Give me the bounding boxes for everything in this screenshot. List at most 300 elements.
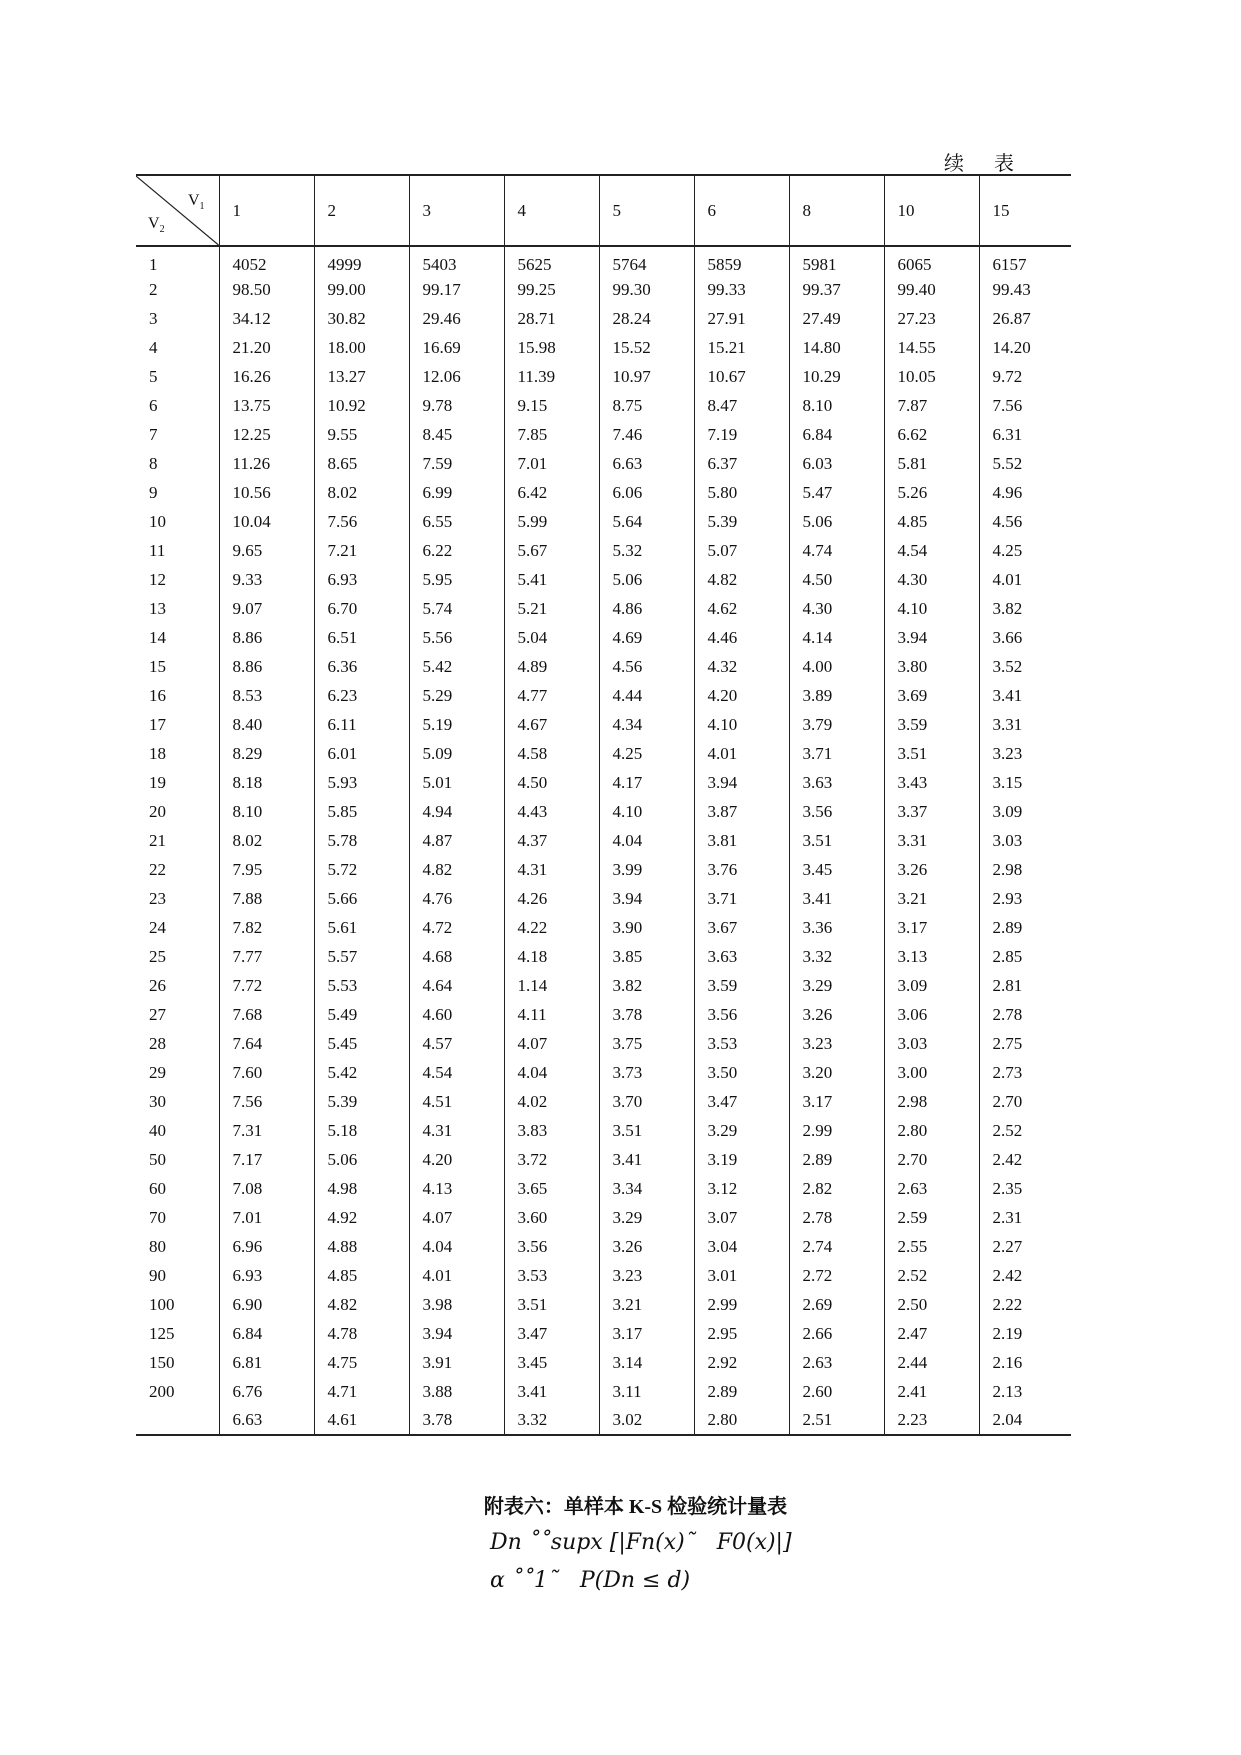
- table-cell: 6.36: [314, 652, 409, 681]
- table-cell: 4.69: [599, 623, 694, 652]
- table-cell: 5.32: [599, 536, 694, 565]
- table-cell: 5.26: [884, 478, 979, 507]
- table-cell: 6.63: [219, 1406, 314, 1435]
- table-cell: 3.41: [504, 1377, 599, 1406]
- col-header-4: 5: [599, 175, 694, 246]
- table-cell: 3.29: [694, 1116, 789, 1145]
- table-row: [136, 333, 1071, 362]
- row-label: 3: [149, 308, 158, 328]
- corner-col-subscript: 1: [199, 201, 205, 213]
- table-cell: 5.49: [314, 1000, 409, 1029]
- table-cell: 6.84: [789, 420, 884, 449]
- table-cell: 4.31: [409, 1116, 504, 1145]
- table-row: [136, 739, 1071, 768]
- table-cell: 3.29: [789, 971, 884, 1000]
- table-row: [136, 1116, 1071, 1145]
- table-cell: 8.86: [219, 652, 314, 681]
- table-cell: 8.02: [219, 826, 314, 855]
- col-header-6: 8: [789, 175, 884, 246]
- table-cell: 2.73: [979, 1058, 1071, 1087]
- table-row: [136, 855, 1071, 884]
- table-cell: 4.00: [789, 652, 884, 681]
- table-cell: 4.94: [409, 797, 504, 826]
- row-label: 24: [149, 917, 166, 937]
- corner-row-subscript: 2: [159, 224, 165, 235]
- table-row: [136, 1174, 1071, 1203]
- table-cell: 2.69: [789, 1290, 884, 1319]
- table-cell: 4.50: [504, 768, 599, 797]
- table-cell: 3.23: [789, 1029, 884, 1058]
- table-row: [136, 971, 1071, 1000]
- table-cell: 27.49: [789, 304, 884, 333]
- table-cell: 3.79: [789, 710, 884, 739]
- table-cell: 3.37: [884, 797, 979, 826]
- table-cell: 2.52: [979, 1116, 1071, 1145]
- table-cell: 4.67: [504, 710, 599, 739]
- table-cell: 5.66: [314, 884, 409, 913]
- table-cell: 4.31: [504, 855, 599, 884]
- table-cell: 4.74: [789, 536, 884, 565]
- table-cell: 3.09: [884, 971, 979, 1000]
- table-cell: 7.19: [694, 420, 789, 449]
- table-cell: 27.91: [694, 304, 789, 333]
- table-cell: 4.89: [504, 652, 599, 681]
- table-cell: 4.96: [979, 478, 1071, 507]
- table-cell: 2.35: [979, 1174, 1071, 1203]
- formula-significance-level: α ˚˚1˜ P(Dn ≤ d): [490, 1568, 691, 1593]
- table-cell: 4.04: [409, 1232, 504, 1261]
- table-cell: 6.63: [599, 449, 694, 478]
- row-label: 23: [149, 888, 166, 908]
- table-cell: 4.44: [599, 681, 694, 710]
- table-cell: 5.41: [504, 565, 599, 594]
- table-cell: 5403: [409, 246, 504, 275]
- table-cell: 6.93: [219, 1261, 314, 1290]
- table-cell: 4.57: [409, 1029, 504, 1058]
- table-cell: 7.82: [219, 913, 314, 942]
- table-cell: 2.92: [694, 1348, 789, 1377]
- table-cell: 4.02: [504, 1087, 599, 1116]
- table-cell: 3.94: [409, 1319, 504, 1348]
- table-cell: 4.11: [504, 1000, 599, 1029]
- table-cell: 3.99: [599, 855, 694, 884]
- table-cell: 5.45: [314, 1029, 409, 1058]
- table-cell: 5.64: [599, 507, 694, 536]
- table-cell: 2.78: [979, 1000, 1071, 1029]
- table-cell: 5.09: [409, 739, 504, 768]
- table-cell: 8.02: [314, 478, 409, 507]
- table-cell: 5.56: [409, 623, 504, 652]
- table-row: [136, 1203, 1071, 1232]
- table-cell: 2.42: [979, 1261, 1071, 1290]
- table-cell: 7.56: [979, 391, 1071, 420]
- table-row: [136, 1232, 1071, 1261]
- table-cell: 3.32: [504, 1406, 599, 1435]
- table-cell: 4.86: [599, 594, 694, 623]
- table-row: [136, 536, 1071, 565]
- table-row: [136, 942, 1071, 971]
- table-cell: 4999: [314, 246, 409, 275]
- table-cell: 3.32: [789, 942, 884, 971]
- table-cell: 8.75: [599, 391, 694, 420]
- table-cell: 3.01: [694, 1261, 789, 1290]
- table-cell: 3.26: [884, 855, 979, 884]
- table-cell: 3.67: [694, 913, 789, 942]
- table-cell: 8.45: [409, 420, 504, 449]
- row-label: 28: [149, 1033, 166, 1053]
- table-cell: 7.17: [219, 1145, 314, 1174]
- table-cell: 7.59: [409, 449, 504, 478]
- formula-ks-statistic: Dn ˚˚supx [|Fn(x)˜ F0(x)|]: [490, 1530, 792, 1555]
- table-row: [136, 826, 1071, 855]
- table-cell: 4.54: [409, 1058, 504, 1087]
- table-cell: 3.06: [884, 1000, 979, 1029]
- table-cell: 3.98: [409, 1290, 504, 1319]
- table-cell: 7.56: [219, 1087, 314, 1116]
- table-row: [136, 797, 1071, 826]
- table-cell: 2.23: [884, 1406, 979, 1435]
- table-cell: 6.93: [314, 565, 409, 594]
- table-cell: 4.85: [884, 507, 979, 536]
- table-cell: 4.60: [409, 1000, 504, 1029]
- table-cell: 10.05: [884, 362, 979, 391]
- table-cell: 4.30: [884, 565, 979, 594]
- table-cell: 3.26: [599, 1232, 694, 1261]
- table-row: [136, 710, 1071, 739]
- table-cell: 2.44: [884, 1348, 979, 1377]
- table-cell: 9.33: [219, 565, 314, 594]
- row-label: 80: [149, 1236, 166, 1256]
- table-cell: 2.13: [979, 1377, 1071, 1406]
- table-cell: 18.00: [314, 333, 409, 362]
- table-cell: 4.07: [409, 1203, 504, 1232]
- table-cell: 3.59: [884, 710, 979, 739]
- col-header-5: 6: [694, 175, 789, 246]
- table-row: [136, 304, 1071, 333]
- table-cell: 5.04: [504, 623, 599, 652]
- table-row: [136, 1087, 1071, 1116]
- table-cell: 3.87: [694, 797, 789, 826]
- table-row: [136, 449, 1071, 478]
- table-cell: 6.11: [314, 710, 409, 739]
- table-body: [136, 246, 1071, 1435]
- table-cell: 3.73: [599, 1058, 694, 1087]
- table-cell: 5.53: [314, 971, 409, 1000]
- table-cell: 4.10: [599, 797, 694, 826]
- table-cell: 5.06: [789, 507, 884, 536]
- table-cell: 4.98: [314, 1174, 409, 1203]
- table-cell: 2.98: [979, 855, 1071, 884]
- table-cell: 5.39: [314, 1087, 409, 1116]
- row-label: 17: [149, 714, 166, 734]
- table-cell: 3.20: [789, 1058, 884, 1087]
- table-cell: 28.71: [504, 304, 599, 333]
- table-cell: 3.83: [504, 1116, 599, 1145]
- table-cell: 9.15: [504, 391, 599, 420]
- row-label: 25: [149, 946, 166, 966]
- table-cell: 3.17: [789, 1087, 884, 1116]
- table-cell: 3.85: [599, 942, 694, 971]
- table-cell: 6.31: [979, 420, 1071, 449]
- table-cell: 7.08: [219, 1174, 314, 1203]
- table-cell: 4.32: [694, 652, 789, 681]
- row-label: 13: [149, 598, 166, 618]
- table-cell: 6.23: [314, 681, 409, 710]
- table-row: [136, 623, 1071, 652]
- table-cell: 4.62: [694, 594, 789, 623]
- table-cell: 27.23: [884, 304, 979, 333]
- table-cell: 6.76: [219, 1377, 314, 1406]
- table-cell: 7.85: [504, 420, 599, 449]
- continued-label-char-2: 表: [994, 153, 1014, 175]
- table-cell: 5.85: [314, 797, 409, 826]
- table-cell: 7.68: [219, 1000, 314, 1029]
- row-label: 125: [149, 1323, 175, 1343]
- col-header-8: 15: [979, 175, 1071, 246]
- table-cell: 4.25: [979, 536, 1071, 565]
- table-cell: 5.07: [694, 536, 789, 565]
- table-cell: 8.10: [789, 391, 884, 420]
- table-cell: 3.15: [979, 768, 1071, 797]
- table-cell: 5.01: [409, 768, 504, 797]
- table-cell: 3.36: [789, 913, 884, 942]
- table-cell: 7.72: [219, 971, 314, 1000]
- table-cell: 5.19: [409, 710, 504, 739]
- table-cell: 3.56: [789, 797, 884, 826]
- table-cell: 4.14: [789, 623, 884, 652]
- table-row: [136, 1377, 1071, 1406]
- table-cell: 4.56: [979, 507, 1071, 536]
- table-cell: 2.55: [884, 1232, 979, 1261]
- table-cell: 9.78: [409, 391, 504, 420]
- col-header-7: 10: [884, 175, 979, 246]
- table-cell: 4.10: [694, 710, 789, 739]
- table-cell: 6.01: [314, 739, 409, 768]
- table-cell: 4.75: [314, 1348, 409, 1377]
- row-label: 70: [149, 1207, 166, 1227]
- table-cell: 4.10: [884, 594, 979, 623]
- table-cell: 8.53: [219, 681, 314, 710]
- table-cell: 99.33: [694, 275, 789, 304]
- corner-col-symbol: V: [187, 192, 200, 209]
- table-cell: 2.75: [979, 1029, 1071, 1058]
- table-cell: 6.42: [504, 478, 599, 507]
- table-cell: 10.29: [789, 362, 884, 391]
- table-cell: 3.02: [599, 1406, 694, 1435]
- table-cell: 4.25: [599, 739, 694, 768]
- table-cell: 3.21: [884, 884, 979, 913]
- row-label: 20: [149, 801, 166, 821]
- table-cell: 3.80: [884, 652, 979, 681]
- table-cell: 21.20: [219, 333, 314, 362]
- table-cell: 9.55: [314, 420, 409, 449]
- table-cell: 4.64: [409, 971, 504, 1000]
- table-cell: 2.89: [694, 1377, 789, 1406]
- table-cell: 5.74: [409, 594, 504, 623]
- table-cell: 3.72: [504, 1145, 599, 1174]
- row-label: 100: [149, 1294, 175, 1314]
- table-cell: 2.89: [789, 1145, 884, 1174]
- table-cell: 9.07: [219, 594, 314, 623]
- table-row: [136, 1000, 1071, 1029]
- table-cell: 10.67: [694, 362, 789, 391]
- table-cell: 3.19: [694, 1145, 789, 1174]
- table-caption: 附表六：单样本 K-S 检验统计量表: [483, 1496, 788, 1518]
- table-row: [136, 1145, 1071, 1174]
- table-cell: 3.75: [599, 1029, 694, 1058]
- table-cell: 2.70: [979, 1087, 1071, 1116]
- table-cell: 4.85: [314, 1261, 409, 1290]
- table-cell: 2.80: [694, 1406, 789, 1435]
- table-cell: 2.98: [884, 1087, 979, 1116]
- table-cell: 5.52: [979, 449, 1071, 478]
- table-cell: 2.22: [979, 1290, 1071, 1319]
- table-cell: 11.39: [504, 362, 599, 391]
- table-cell: 4.88: [314, 1232, 409, 1261]
- table-cell: 3.14: [599, 1348, 694, 1377]
- table-cell: 3.51: [504, 1290, 599, 1319]
- row-label: 19: [149, 772, 166, 792]
- table-cell: 3.71: [694, 884, 789, 913]
- table-cell: 14.55: [884, 333, 979, 362]
- table-cell: 4.51: [409, 1087, 504, 1116]
- table-cell: 2.66: [789, 1319, 884, 1348]
- table-cell: 2.80: [884, 1116, 979, 1145]
- row-label: 150: [149, 1352, 175, 1372]
- row-label: 10: [149, 511, 166, 531]
- table-cell: 4.92: [314, 1203, 409, 1232]
- table-row: [136, 391, 1071, 420]
- row-label: 21: [149, 830, 166, 850]
- table-row: [136, 246, 1071, 275]
- table-cell: 10.92: [314, 391, 409, 420]
- table-cell: 5.29: [409, 681, 504, 710]
- table-cell: 8.29: [219, 739, 314, 768]
- table-cell: 6.51: [314, 623, 409, 652]
- table-cell: 10.04: [219, 507, 314, 536]
- table-cell: 9.65: [219, 536, 314, 565]
- table-cell: 5859: [694, 246, 789, 275]
- row-label: 90: [149, 1265, 166, 1285]
- table-cell: 5.78: [314, 826, 409, 855]
- table-cell: 4.17: [599, 768, 694, 797]
- table-cell: 2.95: [694, 1319, 789, 1348]
- table-cell: 5.18: [314, 1116, 409, 1145]
- table-cell: 7.77: [219, 942, 314, 971]
- table-cell: 3.94: [884, 623, 979, 652]
- table-cell: 3.26: [789, 1000, 884, 1029]
- table-cell: 3.94: [694, 768, 789, 797]
- table-row: [136, 1029, 1071, 1058]
- continued-label-char-1: 续: [944, 153, 964, 175]
- table-cell: 5625: [504, 246, 599, 275]
- table-cell: 7.56: [314, 507, 409, 536]
- table-cell: 3.34: [599, 1174, 694, 1203]
- table-cell: 5.80: [694, 478, 789, 507]
- table-cell: 3.70: [599, 1087, 694, 1116]
- table-cell: 2.99: [694, 1290, 789, 1319]
- table-cell: 2.31: [979, 1203, 1071, 1232]
- table-cell: 4.54: [884, 536, 979, 565]
- table-cell: 2.50: [884, 1290, 979, 1319]
- row-label: 30: [149, 1091, 166, 1111]
- table-cell: 2.93: [979, 884, 1071, 913]
- table-cell: 8.86: [219, 623, 314, 652]
- table-cell: 99.00: [314, 275, 409, 304]
- table-cell: 4.56: [599, 652, 694, 681]
- table-cell: 7.64: [219, 1029, 314, 1058]
- table-cell: 3.41: [789, 884, 884, 913]
- table-cell: 3.71: [789, 739, 884, 768]
- table-row: [136, 507, 1071, 536]
- row-label: 12: [149, 569, 166, 589]
- table-cell: 4.50: [789, 565, 884, 594]
- table-cell: 3.13: [884, 942, 979, 971]
- table-cell: 2.27: [979, 1232, 1071, 1261]
- table-cell: 6.03: [789, 449, 884, 478]
- table-cell: 4.61: [314, 1406, 409, 1435]
- row-label: 14: [149, 627, 166, 647]
- table-cell: 2.42: [979, 1145, 1071, 1174]
- table-cell: 7.60: [219, 1058, 314, 1087]
- table-cell: 3.23: [979, 739, 1071, 768]
- table-cell: 26.87: [979, 304, 1071, 333]
- table-row: [136, 478, 1071, 507]
- row-label: 15: [149, 656, 166, 676]
- table-cell: 2.70: [884, 1145, 979, 1174]
- table-cell: 13.27: [314, 362, 409, 391]
- table-row: [136, 652, 1071, 681]
- table-cell: 2.60: [789, 1377, 884, 1406]
- continued-label: [944, 147, 1014, 176]
- row-label: 16: [149, 685, 166, 705]
- table-cell: 6.62: [884, 420, 979, 449]
- table-cell: 4.01: [409, 1261, 504, 1290]
- table-row: [136, 681, 1071, 710]
- table-cell: 3.88: [409, 1377, 504, 1406]
- table-cell: 4.72: [409, 913, 504, 942]
- table-cell: 6157: [979, 246, 1071, 275]
- table-row: [136, 594, 1071, 623]
- table-cell: 3.91: [409, 1348, 504, 1377]
- row-label: 2: [149, 279, 158, 299]
- table-cell: 2.99: [789, 1116, 884, 1145]
- table-cell: 28.24: [599, 304, 694, 333]
- row-label: 9: [149, 482, 158, 502]
- corner-col-label: [188, 192, 205, 212]
- table-cell: 2.82: [789, 1174, 884, 1203]
- table-cell: 4.07: [504, 1029, 599, 1058]
- table-cell: 3.12: [694, 1174, 789, 1203]
- table-cell: 4.04: [504, 1058, 599, 1087]
- table-cell: 16.69: [409, 333, 504, 362]
- table-cell: 4.43: [504, 797, 599, 826]
- table-cell: 4.22: [504, 913, 599, 942]
- table-cell: 3.11: [599, 1377, 694, 1406]
- table-cell: 8.10: [219, 797, 314, 826]
- table-cell: 4.76: [409, 884, 504, 913]
- table-cell: 6.81: [219, 1348, 314, 1377]
- table-cell: 7.21: [314, 536, 409, 565]
- header-row: [136, 175, 1071, 246]
- table-cell: 5981: [789, 246, 884, 275]
- table-cell: 6.90: [219, 1290, 314, 1319]
- table-cell: 3.60: [504, 1203, 599, 1232]
- row-label: [136, 1406, 219, 1435]
- row-label: 29: [149, 1062, 166, 1082]
- table-cell: 5.61: [314, 913, 409, 942]
- table-row: [136, 1261, 1071, 1290]
